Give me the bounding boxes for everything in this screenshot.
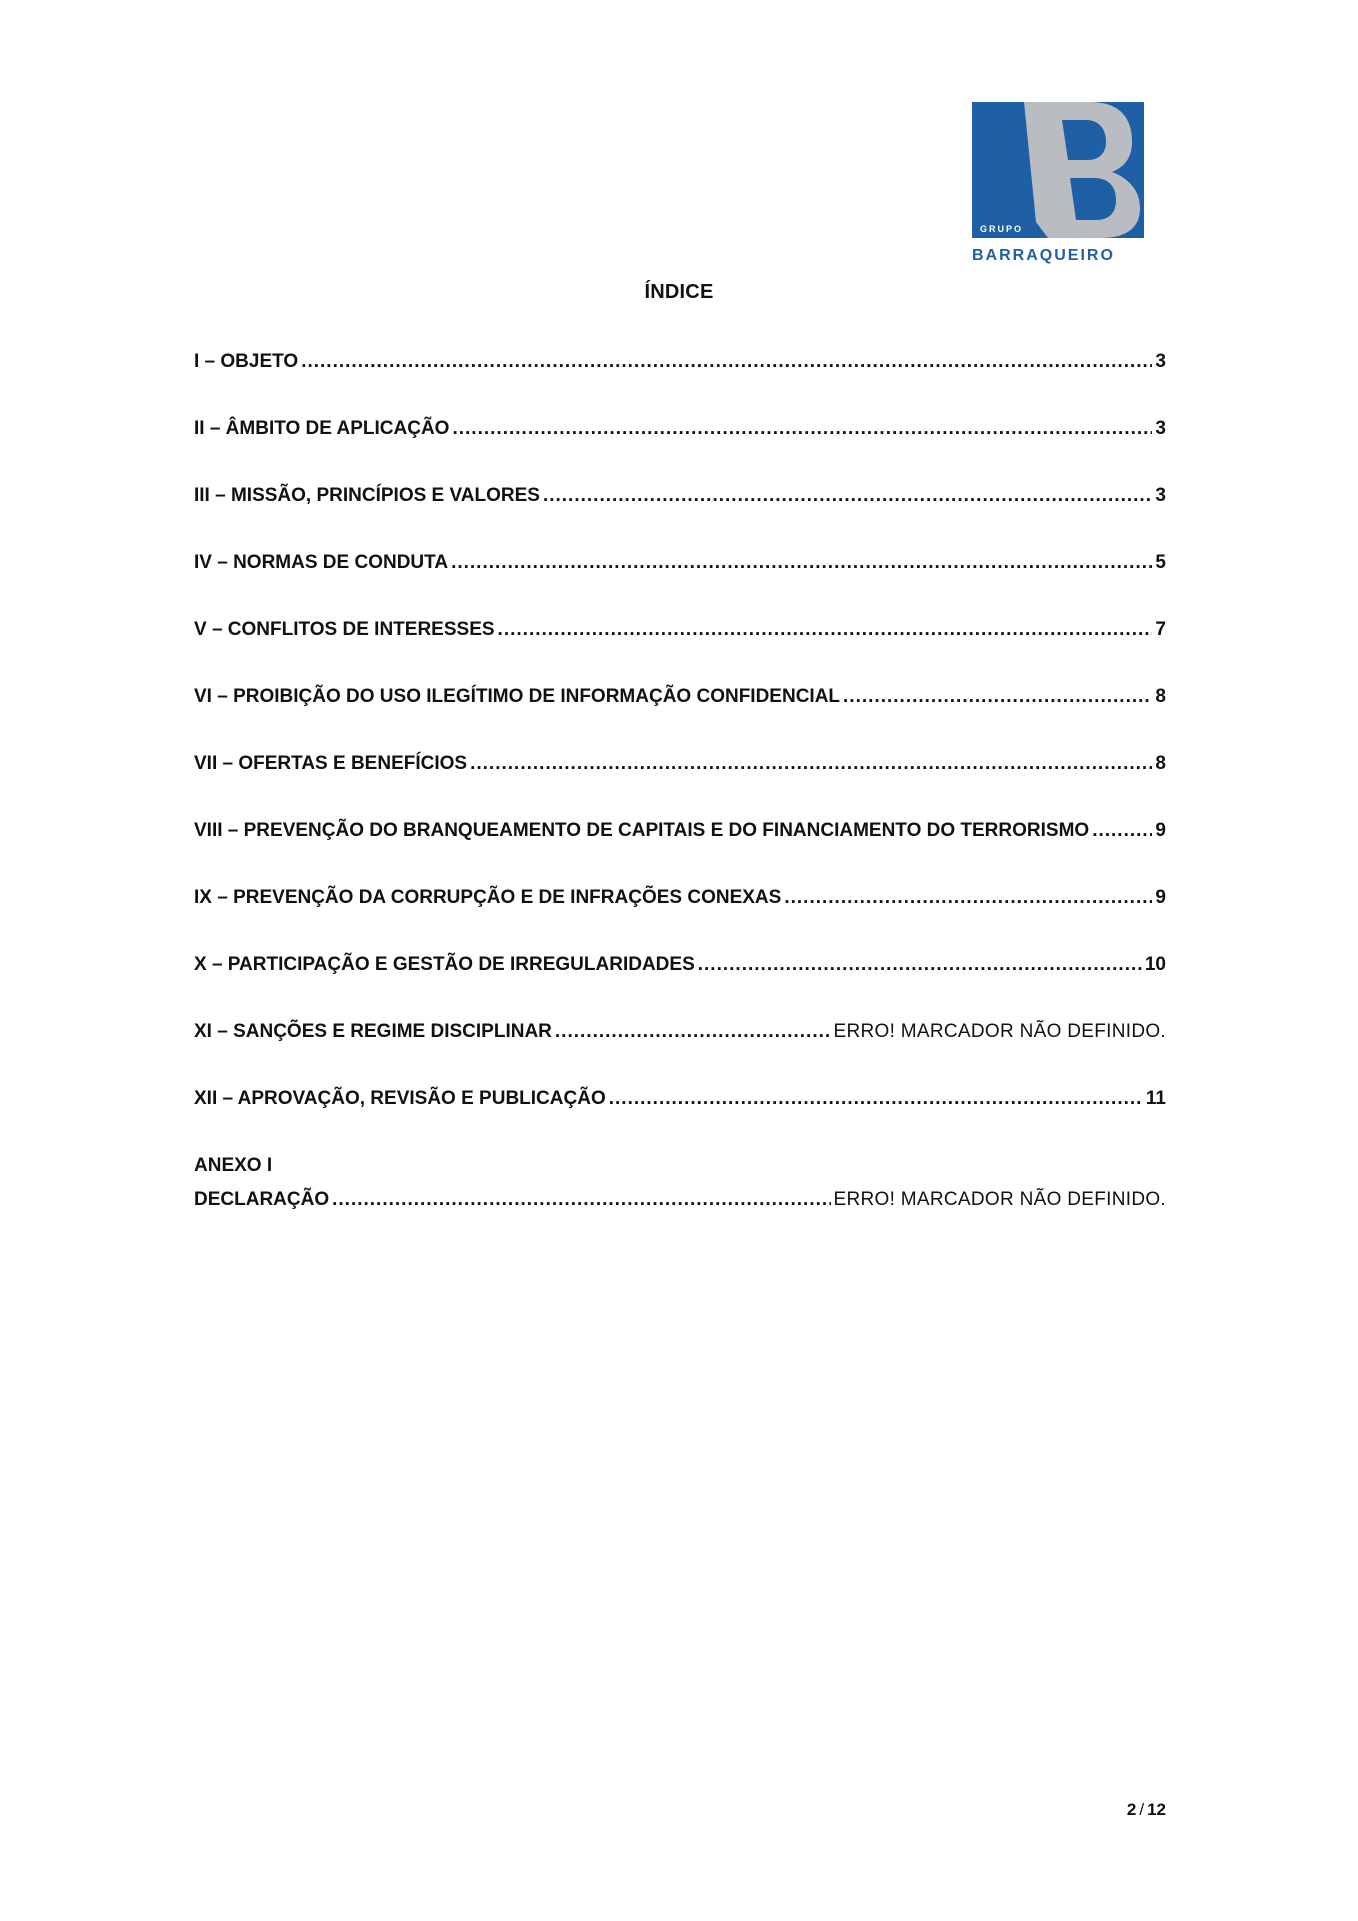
toc-entry-page: 10 [1144,954,1166,975]
toc-entry-label: I – OBJETO [194,351,299,372]
dot-leader [301,345,1152,379]
toc-entry-page: 5 [1155,552,1166,573]
dot-leader [784,881,1152,915]
toc-entry-declaracao[interactable] [194,1183,1166,1217]
toc-entry-corrupcao[interactable] [194,881,1166,948]
index-title: ÍNDICE [644,281,714,303]
logo-barraqueiro-text: BARRAQUEIRO [972,247,1115,264]
toc-entry-objeto[interactable] [194,345,1166,412]
toc-entry-branqueamento[interactable] [194,814,1166,881]
page-current: 2 [1126,1800,1137,1819]
toc-entry-normas[interactable] [194,546,1166,613]
toc-entry-page: 3 [1155,351,1166,372]
toc-entry-label: VII – OFERTAS E BENEFÍCIOS [194,753,468,774]
toc-entry-aprovacao[interactable] [194,1082,1166,1149]
toc-entry-page: 11 [1145,1088,1166,1109]
toc-entry-page: 3 [1155,418,1166,439]
toc-entry-page: 9 [1155,887,1166,908]
dot-leader [555,1015,831,1049]
dot-leader [609,1082,1143,1116]
toc-entry-label: II – ÂMBITO DE APLICAÇÃO [194,418,450,439]
dot-leader [698,948,1142,982]
toc-entry-page-error: ERRO! MARCADOR NÃO DEFINIDO. [833,1021,1166,1042]
page-separator: / [1139,1800,1145,1819]
toc-entry-missao[interactable] [194,479,1166,546]
toc-entry-label: VIII – PREVENÇÃO DO BRANQUEAMENTO DE CAPITAIS E DO FINANCIAMENTO DO TERRORISMO [194,820,1090,841]
logo-grupo-text: GRUPO [980,224,1024,234]
dot-leader [332,1183,830,1217]
page-total: 12 [1147,1800,1166,1819]
toc-entry-label: VI – PROIBIÇÃO DO USO ILEGÍTIMO DE INFORMAÇÃO CONFIDENCIAL [194,686,841,707]
page-number [1127,1800,1166,1820]
dot-leader [843,680,1152,714]
toc-entry-ambito[interactable] [194,412,1166,479]
toc-entry-page-error: ERRO! MARCADOR NÃO DEFINIDO. [833,1189,1166,1210]
toc-entry-page: 3 [1155,485,1166,506]
toc-entry-page: 9 [1155,820,1166,841]
toc-entry-proibicao[interactable] [194,680,1166,747]
dot-leader [1092,814,1152,848]
toc-entry-label: DECLARAÇÃO [194,1189,330,1210]
toc-entry-label: XI – SANÇÕES E REGIME DISCIPLINAR [194,1021,552,1042]
dot-leader [498,613,1153,647]
dot-leader [470,747,1152,781]
toc-entry-label: XII – APROVAÇÃO, REVISÃO E PUBLICAÇÃO [194,1088,606,1109]
toc-entry-label: III – MISSÃO, PRINCÍPIOS E VALORES [194,485,540,506]
table-of-contents [194,345,1166,1217]
grupo-barraqueiro-logo [972,102,1144,266]
toc-entry-page: 8 [1155,686,1166,707]
toc-entry-ofertas[interactable] [194,747,1166,814]
toc-entry-label: V – CONFLITOS DE INTERESSES [194,619,495,640]
toc-entry-page: 7 [1155,619,1166,640]
toc-entry-sancoes[interactable] [194,1015,1166,1082]
toc-entry-label: X – PARTICIPAÇÃO E GESTÃO DE IRREGULARIDADES [194,954,695,975]
dot-leader [452,412,1152,446]
toc-entry-label: IX – PREVENÇÃO DA CORRUPÇÃO E DE INFRAÇÕES CONEXAS [194,887,782,908]
dot-leader [543,479,1152,513]
annex-label: ANEXO I [194,1155,273,1176]
toc-entry-page: 8 [1155,753,1166,774]
toc-entry-conflitos[interactable] [194,613,1166,680]
toc-entry-participacao[interactable] [194,948,1166,1015]
toc-entry-label: IV – NORMAS DE CONDUTA [194,552,449,573]
dot-leader [451,546,1152,580]
